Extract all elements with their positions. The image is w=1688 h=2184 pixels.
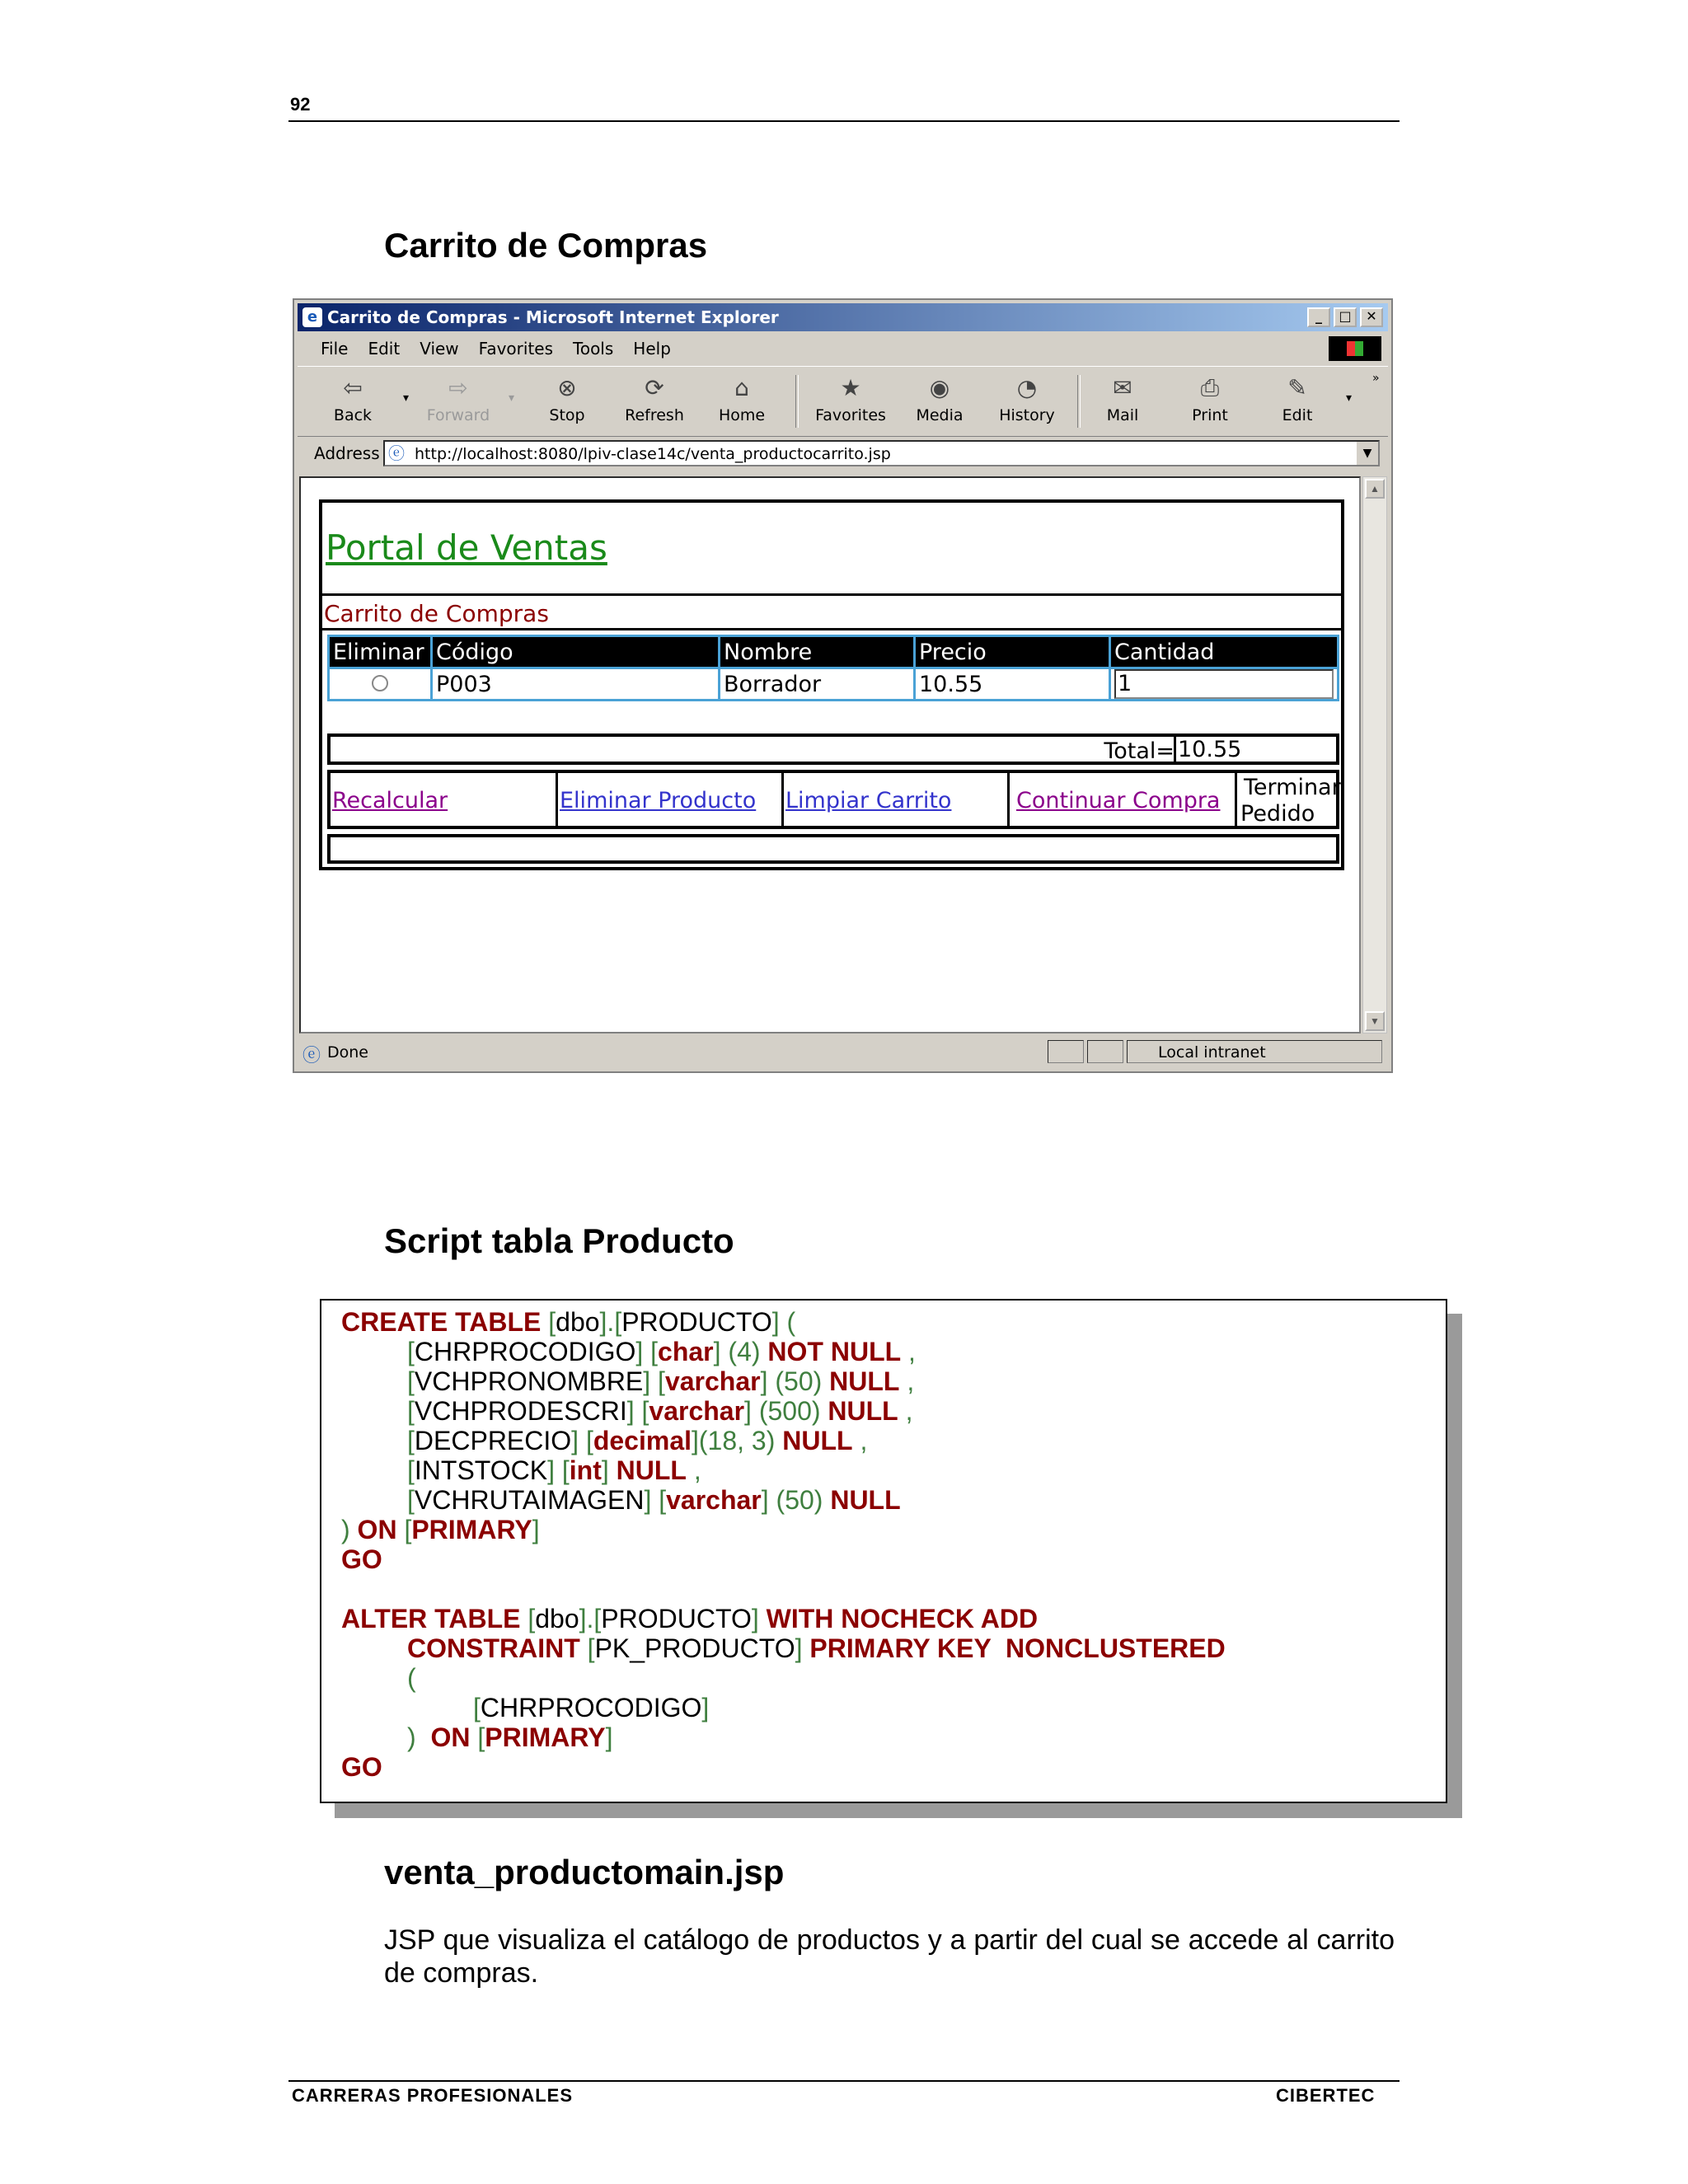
menu-favorites[interactable]: Favorites [478,339,554,359]
code-line: [VCHPRODESCRI] [varchar] (500) NULL , [407,1396,913,1426]
toolbar-separator [795,375,799,428]
quantity-input[interactable]: 1 [1114,669,1334,699]
cart-table [327,635,1339,701]
scroll-down-icon[interactable]: ▼ [1365,1011,1385,1031]
table-row [329,668,1339,701]
empty-row [327,834,1339,864]
media-icon: ◉ [929,374,950,401]
recalcular-link[interactable]: Recalcular [332,788,448,813]
section-title-carrito: Carrito de Compras [384,226,708,265]
sql-code [341,1307,1226,1782]
history-button[interactable] [990,372,1064,424]
section-title-script: Script tabla Producto [384,1221,734,1260]
close-icon[interactable]: ✕ [1360,307,1383,327]
code-line: [VCHPRONOMBRE] [varchar] (50) NULL , [407,1366,915,1396]
eliminar-radio[interactable] [372,675,388,691]
address-label: Address [314,443,380,463]
pedido-line: Pedido [1240,801,1315,827]
column-header: Eliminar [329,636,432,668]
address-input[interactable] [383,440,1380,466]
media-button[interactable] [903,372,977,424]
address-bar [298,437,1388,470]
edit-dropdown-icon[interactable]: ▾ [1346,391,1353,405]
mail-label: Mail [1106,406,1139,424]
column-header: Nombre [720,636,915,668]
print-label: Print [1192,406,1228,424]
forward-button[interactable] [421,372,495,424]
continuar-compra-link[interactable]: Continuar Compra [1016,788,1221,813]
ie-content-area [299,476,1361,1033]
action-cell [558,773,784,826]
status-cell [1048,1040,1084,1063]
zone-text: Local intranet [1158,1043,1266,1062]
print-icon: ⎙ [1200,374,1220,401]
menu-view[interactable]: View [420,339,459,359]
code-line [341,1574,1226,1604]
back-label: Back [333,406,373,424]
footer-left-text: CARRERAS PROFESIONALES [292,2085,574,2106]
description-paragraph: JSP que visualiza el catálogo de productos y a partir del cual se accede al carrito de compras. [384,1924,1395,1989]
status-cell [1087,1040,1123,1063]
favorites-label: Favorites [815,406,886,424]
footer-right-text: CIBERTEC [1276,2085,1376,2106]
cart-heading: Carrito de Compras [324,600,549,627]
vertical-scrollbar[interactable] [1362,476,1387,1033]
mail-button[interactable] [1085,372,1160,424]
terminar-line: Terminar [1244,775,1341,800]
scroll-up-icon[interactable]: ▲ [1365,479,1385,499]
home-label: Home [718,406,766,424]
back-dropdown-icon[interactable]: ▾ [403,391,410,405]
refresh-label: Refresh [625,406,684,424]
address-dropdown-icon[interactable]: ▼ [1355,442,1378,465]
portal-frame [319,499,1344,870]
refresh-button[interactable] [617,372,692,424]
frame-divider [322,593,1341,596]
portal-title[interactable]: Portal de Ventas [326,527,607,568]
terminar-pedido-text[interactable] [1240,775,1341,827]
page-status-icon: ⓔ [302,1046,321,1066]
code-line: [VCHRUTAIMAGEN] [varchar] (50) NULL [407,1485,901,1515]
eliminar-producto-link[interactable]: Eliminar Producto [560,788,757,813]
code-line: ) ON [PRIMARY] [407,1722,613,1752]
frame-divider [322,628,1341,630]
forward-label: Forward [426,406,490,424]
header-rule [288,120,1400,122]
column-header: Cantidad [1110,636,1339,668]
section-title-jsp: venta_productomain.jsp [384,1853,785,1891]
sql-code-box [320,1299,1447,1803]
total-label: Total= [1104,738,1175,764]
ie-logo-icon: e [302,307,322,327]
action-cell [1237,773,1341,827]
action-cell [1010,773,1237,826]
action-cell [331,773,558,826]
code-line: GO [341,1752,382,1782]
page-icon: ⓔ [388,443,405,463]
edit-label: Edit [1282,406,1313,424]
stop-button[interactable] [530,372,604,424]
column-header: Código [432,636,720,668]
windows-logo-icon [1329,336,1381,361]
code-line: CREATE TABLE [dbo].[PRODUCTO] ( [341,1307,796,1337]
menu-tools[interactable]: Tools [573,339,614,359]
precio-cell: 10.55 [915,668,1110,701]
total-value: 10.55 [1174,737,1334,763]
code-line: [DECPRECIO] [decimal](18, 3) NULL , [407,1426,868,1455]
code-line: [CHRPROCODIGO] [char] (4) NOT NULL , [407,1337,916,1366]
print-button[interactable] [1173,372,1247,424]
maximize-icon[interactable]: □ [1334,307,1357,327]
favorites-button[interactable] [805,372,896,424]
eliminar-cell [329,668,432,701]
nombre-cell: Borrador [720,668,915,701]
code-line: GO [341,1544,382,1574]
refresh-icon: ⟳ [645,374,664,401]
forward-dropdown-icon[interactable]: ▾ [509,391,515,405]
history-icon: ◔ [1016,374,1038,401]
ie-menubar [298,335,1388,363]
stop-icon: ⊗ [557,374,577,401]
cantidad-cell [1110,668,1339,701]
code-line: CONSTRAINT [PK_PRODUCTO] PRIMARY KEY NONCLUSTERED [407,1633,1226,1663]
address-url: http://localhost:8080/lpiv-clase14c/venta_productocarrito.jsp [415,445,891,463]
home-icon: ⌂ [734,374,749,401]
code-line: [CHRPROCODIGO] [473,1693,710,1722]
edit-icon: ✎ [1287,374,1307,401]
favorites-icon: ★ [840,374,861,401]
code-line: ) ON [PRIMARY] [341,1515,540,1544]
code-line: [INTSTOCK] [int] NULL , [407,1455,701,1485]
back-arrow-icon: ⇦ [343,374,363,401]
menu-help[interactable]: Help [633,339,671,359]
edit-button[interactable] [1260,372,1334,424]
ie-title-bar [298,303,1388,331]
codigo-cell: P003 [432,668,720,701]
back-button[interactable] [316,372,390,424]
cart-header-row [329,636,1339,668]
status-text: Done [327,1043,368,1062]
footer-rule [288,2080,1400,2082]
media-label: Media [916,406,964,424]
minimize-icon[interactable]: _ [1307,307,1330,327]
action-cell [784,773,1010,826]
toolbar-separator [1077,375,1081,428]
menu-file[interactable]: File [321,339,349,359]
history-label: History [999,406,1055,424]
ie-window [293,298,1393,1073]
code-line: ( [407,1663,416,1693]
total-row [327,733,1339,765]
toolbar-overflow-icon[interactable]: » [1372,372,1380,385]
forward-arrow-icon: ⇨ [448,374,468,401]
menu-edit[interactable]: Edit [368,339,401,359]
mail-icon: ✉ [1113,374,1132,401]
stop-label: Stop [549,406,585,424]
home-button[interactable] [705,372,779,424]
limpiar-carrito-link[interactable]: Limpiar Carrito [785,788,952,813]
column-header: Precio [915,636,1110,668]
actions-row [327,770,1339,829]
code-line: ALTER TABLE [dbo].[PRODUCTO] WITH NOCHECK ADD [341,1604,1039,1633]
ie-toolbar [298,366,1388,437]
status-bar [298,1038,1388,1066]
page-number: 92 [290,94,311,115]
ie-window-title: Carrito de Compras - Microsoft Internet Explorer [327,307,779,327]
